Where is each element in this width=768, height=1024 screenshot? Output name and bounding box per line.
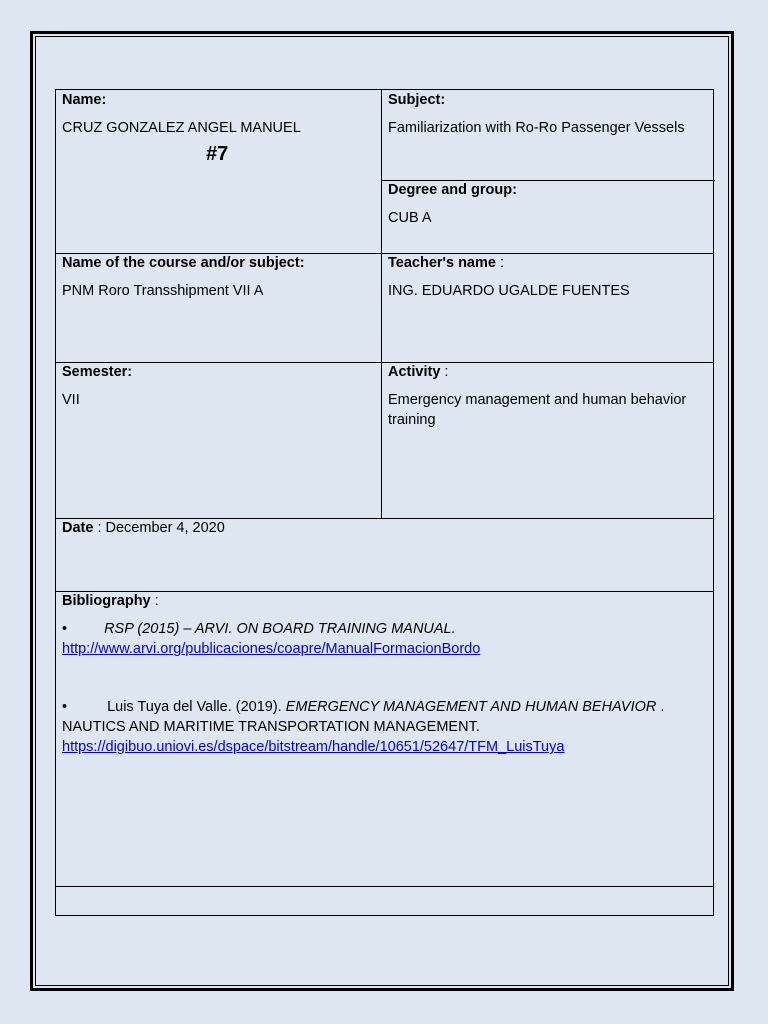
subject-cell — [382, 90, 715, 180]
name-label: Name: — [62, 92, 107, 108]
bullet: • — [62, 699, 68, 715]
bibliography-link[interactable]: http://www.arvi.org/publicaciones/coapre/ManualFormacionBordo — [62, 641, 481, 657]
semester-label: Semester: — [62, 364, 133, 380]
subject-label: Subject: — [388, 92, 446, 108]
name-cell — [56, 90, 381, 253]
course-label: Name of the course and/or subject: — [62, 255, 305, 271]
activity-cell — [382, 362, 715, 518]
student-name: CRUZ GONZALEZ ANGEL MANUEL — [62, 120, 301, 136]
subject-value: Familiarization with Ro-Ro Passenger Vessels — [388, 120, 685, 136]
bibliography-entry — [62, 697, 709, 757]
empty-footer-row — [56, 886, 715, 917]
teacher-label: Teacher's name — [388, 255, 496, 271]
bibliography-label: Bibliography — [62, 593, 151, 609]
bibliography-link[interactable]: https://digibuo.uniovi.es/dspace/bitstream/handle/10651/52647/TFM_LuisTuya — [62, 739, 565, 755]
teacher-cell — [382, 253, 715, 362]
cover-form-table — [55, 89, 714, 916]
date-value: : December 4, 2020 — [93, 520, 225, 536]
bullet: • — [62, 621, 68, 637]
bibliography-label-suffix: : — [150, 593, 159, 609]
entry-rest: . NAUTICS AND MARITIME TRANSPORTATION MANAGEMENT. — [62, 699, 665, 735]
date-cell — [56, 518, 715, 591]
course-value: PNM Roro Transshipment VII A — [62, 283, 264, 299]
degree-value: CUB A — [388, 210, 432, 226]
activity-label-suffix: : — [440, 364, 449, 380]
semester-value: VII — [62, 392, 80, 408]
teacher-value: ING. EDUARDO UGALDE FUENTES — [388, 283, 630, 299]
semester-cell — [56, 362, 381, 518]
degree-cell — [382, 180, 715, 253]
activity-value: Emergency management and human behavior training — [388, 392, 687, 428]
student-number: #7 — [206, 143, 229, 165]
entry-title: EMERGENCY MANAGEMENT AND HUMAN BEHAVIOR — [285, 699, 657, 715]
bibliography-entry — [62, 619, 709, 659]
entry-author: Luis Tuya del Valle. (2019). — [107, 699, 286, 715]
degree-label: Degree and group: — [388, 182, 517, 198]
course-cell — [56, 253, 381, 362]
activity-label: Activity — [388, 364, 441, 380]
bibliography-cell — [56, 591, 715, 886]
teacher-label-suffix: : — [495, 255, 505, 271]
date-label: Date — [62, 520, 94, 536]
entry-title: RSP (2015) – ARVI. ON BOARD TRAINING MANUAL. — [104, 621, 456, 637]
